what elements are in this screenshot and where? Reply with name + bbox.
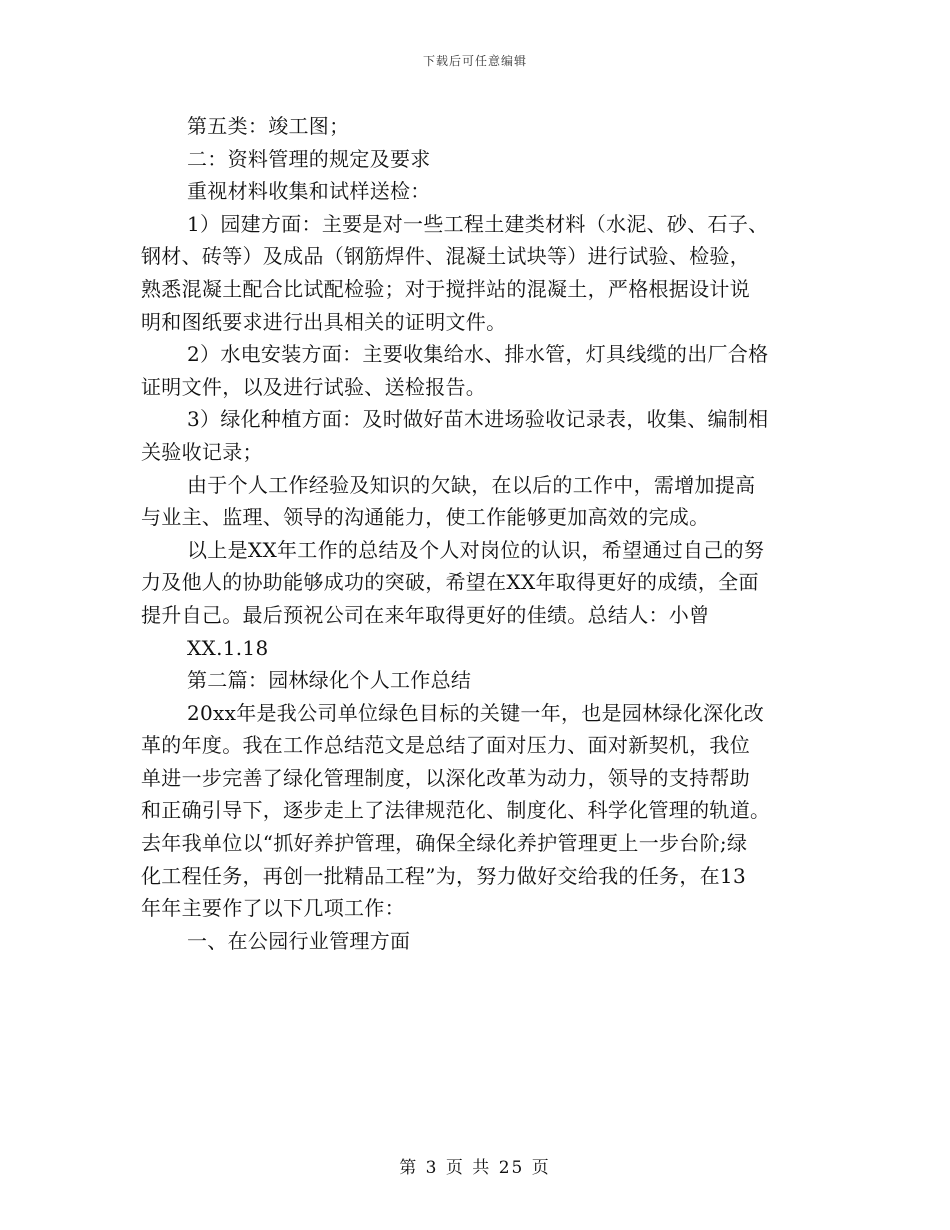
text-line: 与业主、监理、领导的沟通能力，使工作能够更加高效的完成。: [141, 505, 710, 530]
text-line: 一、在公园行业管理方面: [187, 928, 411, 953]
text-line: 由于个人工作经验及知识的欠缺，在以后的工作中，需增加提高: [187, 472, 756, 497]
text-line: XX.1.18: [187, 635, 269, 660]
text-line: 年年主要作了以下几项工作：: [141, 896, 405, 921]
text-line: 以上是XX年工作的总结及个人对岗位的认识，希望通过自己的努: [187, 537, 765, 562]
text-line: 化工程任务，再创一批精品工程”为，努力做好交给我的任务，在13: [141, 863, 746, 888]
text-line: 第二篇：园林绿化个人工作总结: [187, 668, 472, 693]
text-line: 20xx年是我公司单位绿色目标的关键一年，也是园林绿化深化改: [187, 700, 765, 725]
text-line: 1）园建方面：主要是对一些工程土建类材料（水泥、砂、石子、: [187, 211, 769, 236]
text-line: 力及他人的协助能够成功的突破，希望在XX年取得更好的成绩，全面: [141, 570, 759, 595]
text-line: 2）水电安装方面：主要收集给水、排水管，灯具线缆的出厂合格: [187, 342, 769, 367]
header-note: 下载后可任意编辑: [422, 54, 527, 68]
text-line: 去年我单位以“抓好养护管理，确保全绿化养护管理更上一步台阶;绿: [141, 831, 748, 856]
text-line: 熟悉混凝土配合比试配检验；对于搅拌站的混凝土，严格根据设计说: [141, 276, 750, 301]
text-line: 提升自己。最后预祝公司在来年取得更好的佳绩。总结人：小曾: [141, 602, 710, 627]
text-line: 重视材料收集和试样送检：: [187, 179, 431, 204]
text-line: 第五类：竣工图；: [187, 114, 350, 138]
text-line: 革的年度。我在工作总结范文是总结了面对压力、面对新契机，我位: [141, 733, 750, 758]
text-line: 关验收记录；: [141, 439, 263, 464]
text-line: 明和图纸要求进行出具相关的证明文件。: [141, 309, 507, 334]
text-line: 3）绿化种植方面：及时做好苗木进场验收记录表，收集、编制相: [187, 407, 769, 432]
text-line: 二：资料管理的规定及要求: [187, 146, 431, 171]
page-number: 第 3 页 共 25 页: [399, 1158, 551, 1178]
text-line: 证明文件，以及进行试验、送检报告。: [141, 374, 487, 399]
document-body: [141, 110, 811, 957]
text-line: 和正确引导下，逐步走上了法律规范化、制度化、科学化管理的轨道。: [141, 798, 771, 823]
text-line: 单进一步完善了绿化管理制度，以深化改革为动力，领导的支持帮助: [141, 765, 750, 790]
text-line: 钢材、砖等）及成品（钢筋焊件、混凝土试块等）进行试验、检验，: [141, 244, 750, 269]
